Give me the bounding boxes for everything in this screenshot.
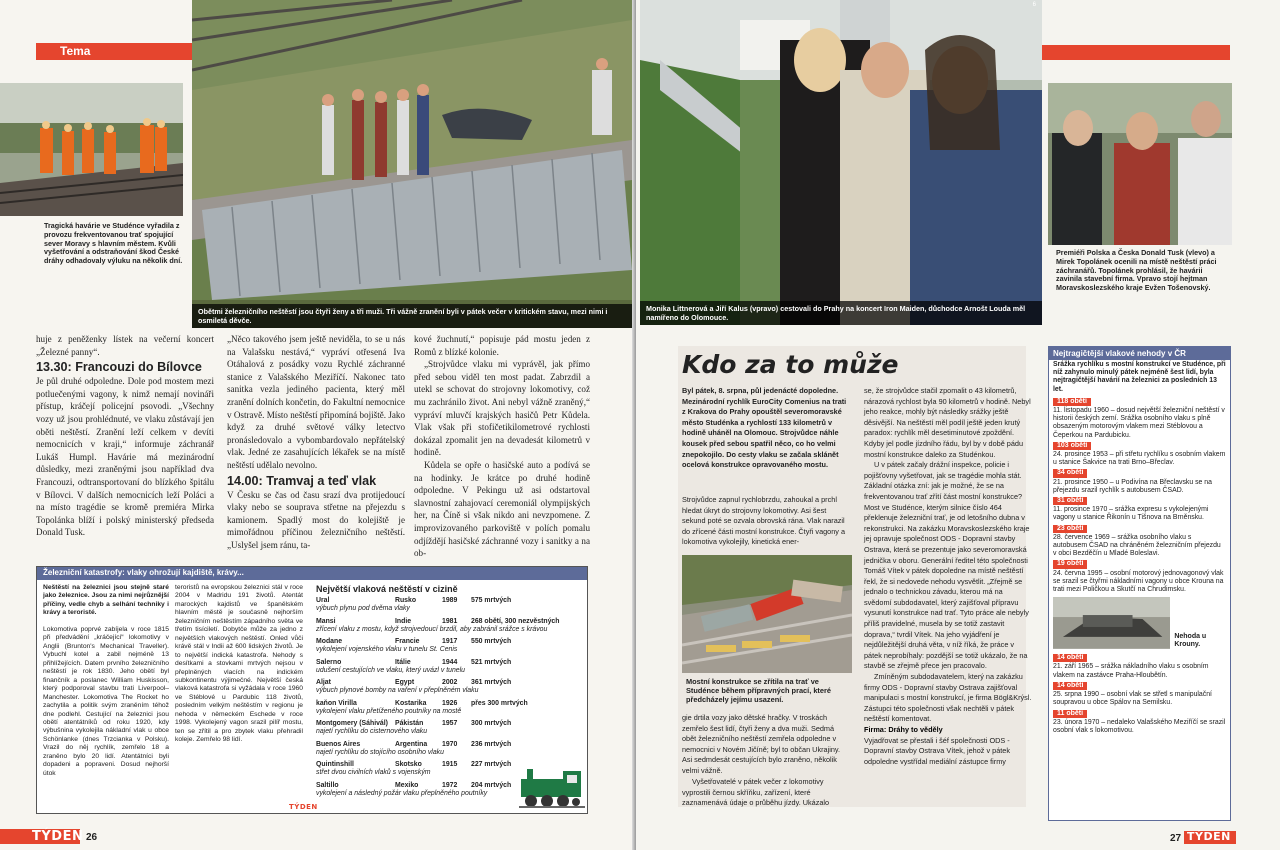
- victims-badge: 11 obětí: [1053, 710, 1087, 718]
- photo-prime-ministers: [1048, 83, 1232, 245]
- right-page: [636, 0, 1280, 850]
- table-title: Největší vlaková neštěstí v cizině: [316, 584, 458, 594]
- photo-wrecked-train: [682, 555, 852, 673]
- table-cell-country: Egypt: [395, 679, 415, 686]
- table-cell-year: 1926: [442, 699, 458, 707]
- table-cell-country: Argentina: [395, 740, 428, 748]
- table-cell-name: Modane: [316, 638, 343, 645]
- accident-description: 21. prosince 1950 – u Podivína na Břeclavsku se na přejezdu srazil rychlík s autobusem ČSAD.: [1053, 478, 1212, 494]
- table-cell-country: Mexiko: [395, 781, 419, 789]
- list-item: [1049, 523, 1230, 559]
- list-item: [1049, 680, 1230, 708]
- page-number-left: 26: [86, 832, 98, 843]
- victims-badge: 31 obětí: [1053, 497, 1087, 505]
- tyden-logo-left: TÝDEN: [32, 829, 84, 844]
- table-cell-desc: vykolejení vojenského vlaku v tunelu St. Cenis: [316, 646, 458, 653]
- article-column-2: [227, 333, 405, 552]
- list-item: [1049, 558, 1230, 649]
- table-cell-year: 1972: [442, 781, 458, 789]
- photo-survivors: [640, 0, 1042, 325]
- page-number-right: 27: [1170, 833, 1182, 844]
- table-cell-country: Indie: [395, 617, 412, 625]
- article-column-3: [414, 333, 590, 560]
- accident-description: 24. prosince 1953 – při střetu rychlíku s osobním vlakem u stanice Šakvice na trati Brno–Břeclav.: [1053, 451, 1226, 467]
- accident-description: 23. února 1970 – nedaleko Valašského Meziříčí se srazil osobní vlak s lokomotivou.: [1053, 718, 1226, 734]
- table-cell-desc: výbuch plynové bomby na vaření v přeplněném vlaku: [316, 687, 479, 694]
- table-cell-dead: přes 300 mrtvých: [471, 699, 528, 707]
- kdo-text-3: Vyšetřovatelé v pátek večer z lokomotivy vyprostili černou skříňku, zařízení, které zaznamenává údaje o průběhu jízdy. Ukázalo: [682, 777, 830, 808]
- victims-badge: 34 obětí: [1053, 469, 1087, 477]
- list-item: [1049, 652, 1230, 680]
- table-cell-dead: 300 mrtvých: [471, 720, 512, 727]
- table-cell-desc: najetí rychlíku do stojícího osobního vlaku: [316, 748, 444, 756]
- article-paragraph: kové žuchnutí,“ popisuje pád mostu jeden z Romů z blízké kolonie.: [414, 334, 590, 357]
- accident-description: 28. července 1969 – srážka osobního vlaku s autobusem ČSAD na chráněném železničním přejezdu v obci Bezděčín u Mladé Boleslavi.: [1053, 533, 1221, 558]
- victims-badge: 103 obětí: [1053, 442, 1091, 450]
- table-cell-year: 1957: [442, 720, 458, 727]
- table-cell-dead: 550 mrtvých: [471, 638, 512, 645]
- table-cell-year: 1944: [442, 658, 458, 666]
- accident-description: 21. září 1965 – srážka nákladního vlaku s osobním vlakem na zastávce Praha-Hloubětín.: [1053, 663, 1209, 679]
- victims-badge: 19 obětí: [1053, 560, 1087, 568]
- victims-badge: 118 obětí: [1053, 398, 1091, 406]
- kdo-text-2: gie drtila vozy jako dětské hračky. V troskách zemřelo šest lidí, čtyři ženy a dva muži. Sedmá obět železničního neštěstí zemřela odpoledne v nemocnici v Novém Jičíně; byl to občan Ukrajiny. Asi sedmdesát cestujících bylo zraněno, několik velmi vážně.: [682, 713, 841, 775]
- photo-caption-krouna: Nehoda u Krouny.: [1174, 633, 1207, 649]
- side-list-intro: Srážka rychlíku s mostní konstrukcí ve Studénce, při níž zahynulo minulý pátek nejméně šest lidí, byla nejtragičtější havárií na železnici za posledních 13 let.: [1053, 361, 1226, 393]
- table-cell-name: Saltillo: [316, 781, 339, 789]
- photo-rescue-workers: [0, 83, 183, 216]
- accident-description: 11. listopadu 1960 – dosud největší železniční neštěstí v historii českých zemí. Srážka osobního vlaku s plně obsazeným motorovým vlakem mezi Stéblovou a Čeperkou na Pardubicku.: [1053, 407, 1225, 439]
- kdo-title: Kdo za to může: [682, 350, 899, 379]
- table-cell-name: Salerno: [316, 658, 342, 666]
- disasters-box-title: Železniční katastrofy: vlaky ohrožují kajdiště, krávy...: [37, 567, 587, 580]
- table-row: [316, 700, 616, 720]
- table-cell-year: 2002: [442, 679, 458, 686]
- table-row: [316, 679, 616, 699]
- victims-badge: 14 obětí: [1053, 682, 1087, 690]
- kdo-paragraph: U v pátek začaly drážní inspekce, policie i pojišťovny vyšetřovat, jak se tragédie mohla stát. Základní otázka zní: jak je možné, že se na frekventovanou trať zřítí část mostní konstrukce? Most ve Studénce, kterým silnice číslo 464 překlenuje železniční trať, je od letošního dubna v rekonstrukci. Na zakázku Moravskoslezského kraje jej opravuje společnost ODS - Dopravní stavby Ostrava, která se prezentuje jako severomoravská jednička v oboru. Generální ředitel této společnosti Tomáš Vítek v pátek dopoledne na místě neštěstí řekl, že si nedovede nehodu vysvětlit. „Zřejmě se jednalo o technickou závadu, kterou má na svědomí subdodavatel, který zajišťoval přípravu vysunutí konstrukce nad trať. Tyto práce ale nebyly příliš pravidelné, musela by se totiž zastavit doprava,“ tvrdil Vítek. Na jeho vyjádření je nejdůležitější druhá věta, v níž říká, že práce v pátek neprobíhaly: pozdější se totiž ukázalo, že na stavbě se zřejmě přece jen pracovalo.: [864, 460, 1030, 671]
- table-cell-dead: 227 mrtvých: [471, 761, 512, 768]
- tyden-logo-small: TÝDEN: [289, 803, 318, 811]
- table-cell-year: 1989: [442, 597, 458, 604]
- table-cell-desc: najetí rychlíku do cisternového vlaku: [316, 728, 428, 735]
- table-cell-country: Skotsko: [395, 761, 422, 768]
- table-cell-country: Kostarika: [395, 699, 427, 707]
- table-cell-dead: 521 mrtvých: [471, 658, 512, 666]
- table-cell-year: 1981: [442, 617, 458, 625]
- photo-caption-survivors: Monika Littnerová a Jiří Kalus (vpravo) cestovali do Prahy na koncert Iron Maiden, důchodce Arnošt Louda měl namířeno do Olomouce.: [640, 301, 1042, 325]
- disasters-box-text-1: Lokomotiva poprvé zabíjela v roce 1815 při předvádění „kráčející“ lokomotivy v Anglii (Brunton's Mechanical Traveller). Vybuchl kotel a zabil nejméně 13 přihlížejících. Datem prvního železničního neštěstí je rok 1830. Jeho obětí byl finančník a poslanec William Huskisson, který podporoval stavbu trati Liverpool–Manchester. Lokomotiva The Rocket ho zachytila a politik svým zraněním téhož dne podlehl. Cestující na železnici jsou obětí atentátníků od roku 1920, kdy výbušnina vykolejila nákladní vlak u obce Schönlanke (dnes Trzcianka v Polsku). Vrazil do něj rychlík, zemřelo 18 a zraněno bylo 20 lidí. Atentátníci byli dopadeni a popraveni. Dosud nejhorší útok: [43, 626, 169, 777]
- table-row: [316, 597, 616, 617]
- disasters-box-text-2: teroristů na evropskou železnici stál v roce 2004 v Madridu 191 životů. Atentát marockých kajdistů ve španělském hlavním městě je současně nejhorším železničním neštěstím západního světa ve třetím tisíciletí. Dobytče může za jedno z největších vlakových neštěstí. Onled vůči krávě stál v Indii až 600 lidských životů. Je to největší indická katastrofa. Nehody s desítkami a stovkami mrtvých nejsou v přeplněných vlacích na indickém subkontinentu výjimečné. Největší česká vlaková katastrofa si vyžádala v roce 1960 ve Stéblové u Pardubic 118 životů, posledním velkým neštěstím v regionu je nehoda v německém Eschede v roce 1998. Vykolejený vagon srazil pilíř mostu, ten se zřítil a pro zbytek vlaku přehradil koleje. Zemřelo 98 lidí.: [175, 584, 303, 744]
- tyden-logo-right: TÝDEN: [1187, 830, 1231, 843]
- table-cell-year: 1915: [442, 761, 458, 768]
- list-item: [1049, 440, 1230, 468]
- article-paragraph: V Česku se čas od času srazí dva protijedoucí vlaky nebo se souprava střetne na přejezdu s kamionem. Spadlý most do kolejiště je mimořádnou příčinou železničního neštěstí. „Uslyšel jsem ránu, ta-: [227, 489, 405, 550]
- locomotive-illustration: [519, 763, 585, 809]
- tragic-accidents-list: [1048, 346, 1231, 821]
- disasters-box: [36, 566, 588, 814]
- list-item: [1049, 495, 1230, 523]
- kdo-subheading: Firma: Dráhy to věděly: [864, 725, 943, 734]
- kdo-paragraph: Zmíněným subdodavatelem, který na zakázku firmy ODS - Dopravní stavby Ostrava zajišťoval manipulaci s mostní konstrukcí, je firma Bögl&Krýsl. Zástupci této společnosti však nechtěli v pátek neštěstí komentovat.: [864, 672, 1032, 724]
- table-cell-year: 1970: [442, 740, 458, 748]
- article-paragraph: „Něco takového jsem ještě neviděla, to se u nás na Valašsku nestává,“ vypráví otřesená Iva Otáhalová z posádky vozu Rychlé záchranné stanice z Valašského Meziříčí. Nakonec tato sanitka vezla jediného pacienta, který měl zranění dolních končetin, do Fakultní nemocnice v Ostravě. Místo neštěstí připomíná bojiště. Jako když za druhé světové války letectvo pronásledovalo a vybombardovalo nepřátelský vlak. Jedné ze zasahujících lékařek se na místě neštěstí udělalo nevolno.: [227, 334, 405, 470]
- accident-description: 24. června 1995 – osobní motorový jednovagonový vlak se srazil se čtyřmi nákladními vagony u obce Krouna na trati mezi Poličkou a Skutčí na Chrudimsku.: [1053, 569, 1224, 594]
- table-cell-dead: 268 obětí, 300 nezvěstných: [471, 617, 560, 625]
- table-cell-desc: vykolejení a následný požár vlaku přeplněného poutníky: [316, 789, 488, 797]
- table-cell-desc: výbuch plynu pod dvěma vlaky: [316, 605, 410, 612]
- table-cell-desc: zřícení vlaku z mostu, když strojvedoucí brzdil, aby zabránil srážce s krávou: [316, 625, 548, 633]
- article-subheading: 13.30: Francouzi do Bílovce: [36, 360, 202, 375]
- accident-description: 25. srpna 1990 – osobní vlak se střetl s manipulační soupravou u obce Spálov na Semilsku.: [1053, 691, 1212, 707]
- table-cell-country: Francie: [395, 638, 420, 645]
- kdo-text-1: Strojvůdce zapnul rychlobrzdu, zahoukal a prchl hledat úkryt do strojovny lokomotivy. Asi šest sekund poté se ozvala obrovská rána. Vlak narazil do zřícené části mostní konstrukce. Čtyři vagony a lokomotiva vykolejily, kinetická ener-: [682, 495, 846, 547]
- table-cell-name: Mansi: [316, 617, 336, 625]
- header-bar-right: [1042, 45, 1230, 60]
- victims-badge: 23 obětí: [1053, 525, 1087, 533]
- photo-caption-crash-site: Obětmi železničního neštěstí jsou čtyři ženy a tři muži. Tři vážně zranění byli v pátek večer v kritickém stavu, mezi nimi i osmiletá děvče.: [192, 304, 632, 328]
- table-cell-year: 1917: [442, 638, 458, 645]
- list-item: [1049, 467, 1230, 495]
- table-row: [316, 741, 616, 761]
- table-cell-country: Rusko: [395, 597, 417, 604]
- article-paragraph: „Strojvůdce vlaku mi vyprávěl, jak přímo před sebou viděl ten most padat. Zabrzdil a utekl se schovat do strojovny lokomotivy, což mu zachránilo život. Ani nebyl vážně zraněný,“ vypráví mluvčí krajských hasičů Petr Kůdela. Vlak však při stofičetikilometrové rychlosti dokázal zpomalit jen na devadesát kilometrů v hodině.: [414, 359, 590, 458]
- table-cell-dead: 361 mrtvých: [471, 679, 512, 686]
- table-cell-country: Itálie: [395, 658, 411, 666]
- left-page: [0, 0, 636, 850]
- table-cell-name: Buenos Aires: [316, 740, 361, 748]
- table-cell-desc: udušení cestujících ve vlaku, který uvázl v tunelu: [316, 666, 465, 674]
- section-tag: Tema: [36, 43, 192, 60]
- table-row: [316, 618, 616, 638]
- table-row: [316, 638, 616, 658]
- table-cell-dead: 204 mrtvých: [471, 781, 512, 789]
- list-item: [1049, 708, 1230, 736]
- article-column-1: [36, 333, 214, 539]
- table-cell-name: Quintinshill: [316, 761, 354, 768]
- table-cell-name: Montgomery (Sáhivál): [316, 720, 388, 727]
- article-paragraph: huje z peněženky lístek na večerní koncert „Železné panny“.: [36, 334, 214, 357]
- list-item: [1049, 396, 1230, 440]
- table-cell-name: Aljat: [316, 679, 331, 686]
- table-row: [316, 720, 616, 740]
- page-marker: 6: [1032, 2, 1036, 8]
- kdo-column-2: [864, 386, 1032, 767]
- kdo-paragraph: se, že strojvůdce stačil zpomalit o 43 kilometrů, nárazová rychlost byla 90 kilometrů v hodině. Nebyl jeho reakce, mohly být následky srážky ještě děsivější. Na neštěstí měl podíl ještě jeden krutý paradox: rychlík měl desetiminutové zpoždění. Kdyby jel podle jízdního řádu, byl by v době pádu mostní konstrukce daleko za Studénkou.: [864, 386, 1031, 459]
- article-paragraph: Kůdela se opře o hasičské auto a podívá se na hodinky. Je krátce po druhé hodině odpoledne. V Pekingu už asi odstartoval slavnostní zahajovací ceremoniál olympijských her, na Číně si však nikdo ani nevzpomene. Z improvizovaného parkoviště v polích pomalu odjíždějí hasičské záchranné vozy i sanitky a na ob-: [414, 459, 590, 559]
- table-cell-dead: 236 mrtvých: [471, 740, 512, 748]
- article-paragraph: Je půl druhé odpoledne. Dole pod mostem mezi potluečenými vagony, k nimž nemají novináři přístup, kráčejí policejní psovodi. „Všechny vozy už jsou prohlédnuté, ve vlaku zůstávají jen oběti neštěstí. Zranění leží celkem v devíti nemocnicích v kraji,“ informuje záchranář Lukáš Humpl. Havárie má mezinárodní důsledky, mezi zraněnými jsou například dva Francouzi, odtransportovaní do blízkého špitálu v Bílovci. V dalších nemocnicích leží Poláci a na místo tragédie se kromě premiéra Mirka Topolánka blíží i polský ministerský předseda Donald Tusk.: [36, 376, 214, 538]
- photo-crash-site: [192, 0, 632, 328]
- table-cell-country: Pákistán: [395, 720, 424, 727]
- photo-caption-left: Tragická havárie ve Studénce vyřadila z provozu frekventovanou trať spojující sever Moravy s hlavním městem. Kvůli vyšetřování a odstraňování škod České dráhy odhadovaly výluku na několik dní.: [44, 221, 183, 266]
- disasters-box-lead: Neštěstí na železnici jsou stejně staré jako železnice. Jsou za nimi nejrůznější příčiny, vedle chyb a selhání techniky i krávy a teroristé.: [43, 584, 169, 617]
- table-cell-dead: 575 mrtvých: [471, 597, 512, 604]
- table-cell-desc: vykolejení vlaku přetíženého poutníky na mostě: [316, 707, 462, 715]
- table-cell-name: Ural: [316, 597, 330, 604]
- accident-description: 11. prosince 1970 – srážka expresu s vykolejenými vagony u stanice Řikonín u Tišnova na Brněnsku.: [1053, 506, 1209, 522]
- kdo-paragraph: Vyjadřovat se přestali i šéf společnosti ODS - Dopravní stavby Ostrava Vítek, jehož v pátek odpoledne vystřídal mediální zástupce firmy: [864, 735, 1011, 766]
- table-cell-name: kaňon Virilla: [316, 699, 357, 707]
- table-row: [316, 659, 616, 679]
- table-cell-desc: střet dvou civilních vlaků s vojenským: [316, 769, 431, 776]
- photo-krouna-accident: [1053, 597, 1226, 649]
- article-subheading: 14.00: Tramvaj a teď vlak: [227, 473, 377, 488]
- photo-caption-wrecked-train: Mostní konstrukce se zřítila na trať ve Studénce během přípravných prací, které předcházely jejímu usazení.: [686, 677, 831, 705]
- victims-badge: 14 obětí: [1053, 654, 1087, 662]
- photo-caption-prime-ministers: Premiéři Polska a Česka Donald Tusk (vlevo) a Mirek Topolánek ocenili na místě neštěstí práci záchranářů. Topolánek prohlásil, že havárii zavinila stavební firma. Vpravo stojí hejtman Moravskoslezského kraje Evžen Tošenovský.: [1056, 248, 1217, 293]
- kdo-lead: Byl pátek, 8. srpna, půl jedenácté dopoledne. Mezinárodní rychlík EuroCity Comenius na trati z Krakova do Prahy opouštěl severomoravské město Studénka a rychlostí 133 kilometrů v hodině uháněl na Olomouc. Strojvůdce náhle kousek před sebou spatřil něco, co ho velmi znepokojilo. Do cesty vlaku se začala sklánět ocelová konstrukce opravovaného mostu.: [682, 386, 847, 470]
- side-list-title: Nejtragičtější vlakové nehody v ČR: [1049, 347, 1230, 360]
